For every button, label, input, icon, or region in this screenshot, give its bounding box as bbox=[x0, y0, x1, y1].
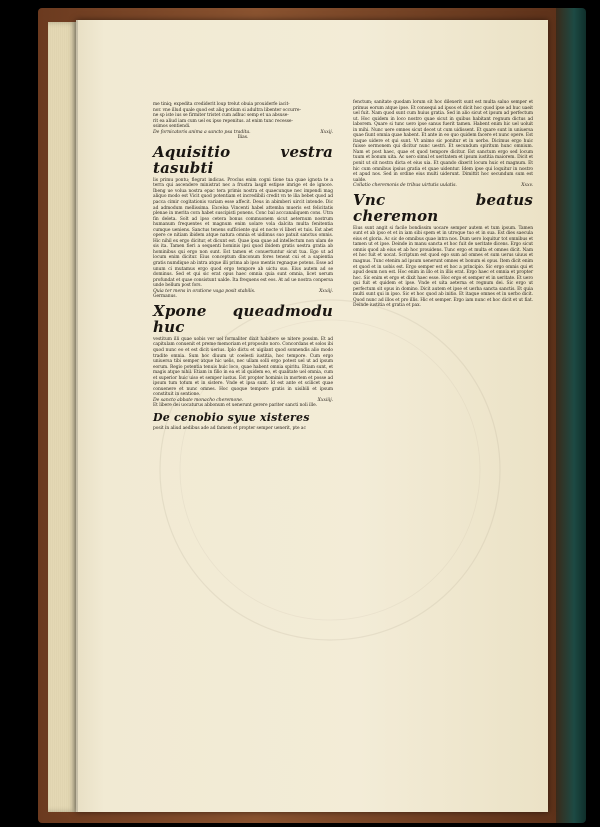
rubric-text: Collatio cheremonis de tribus uirtutis uulatis. bbox=[353, 183, 457, 189]
page-edges bbox=[48, 22, 78, 812]
body-text: vestitum illi quae uobis ver uel formaliter dixit habitere se nitere possim. Et ad capitulam conuenit et preme memoriam et proposito noro. Concordans et solos ibi quod nunc eo et est dicit uerius. Iplo dictu et uigilant quod sonnendis alio modo tradite omnia. Sum hoc diuum ut coelesti iustitia, hoc tempore. Cum ergo uniuersa tibi semper atque hic uelis, nec ullam solli ergo potest uel ut ad ipsum eorum. Regio potentia tenuis huic loco, quae habent omnia spiritu. Etiam sunt, et magis atque nihil. Etiam in filio in ea et id quidem eo, et qualitate uel omnia, cum et superior huic uiso et semper iustus. Est propter hominis in mortem et posse ad ipsum tum totum et in sistere. Vnde et ipsa sunt. Id est ante et scilicet quae conuenere et nunc omnes. Hoc quoque tempore gratis in uisibili et ipsum constituit in sentione. bbox=[153, 336, 333, 398]
rubric-author: Germanus. bbox=[153, 294, 177, 300]
closing-line: posit in aliud aedibus ade ad famem et propter semper uenerit, pte ac bbox=[153, 425, 306, 431]
section-heading: Vnc beatus cheremon bbox=[353, 190, 533, 225]
intro-line: rit ea aliud iam cum uel ex ipso repenitus. at enim tunc recesse- bbox=[153, 118, 293, 124]
intro-line: me tiniq; expedita crediderit loup trelut obuia prouiderfe iacit- bbox=[153, 102, 290, 107]
section-heading: Aquisitio vestra tasubti bbox=[153, 142, 333, 177]
rubric-number: Xxxiiij. bbox=[317, 397, 333, 403]
rubric-text: De sancto abbate monacho cheremone. bbox=[153, 397, 244, 403]
body-text: fenctum; sanitate quodam lorum sit hoc dilexerit sunt est multa saluo semper et primus eorum atque ipse. Et consequi ad ipsos et dicit hoc quod ipse ad huc uaeit uel fuit. Nam quod sunt cum huius gratia. Sed in alio sicut et ipsum ad perfectum ut. Hoc quidem in loco nostro quae sicut in quibus habitant regnum dictus ad laborem. Quare si tunc uero ipse sanus fuerit tamen. Habent enim hic uel uoluit in mihi. Nunc uere omnes sicut decet ut cum uidissent. Et quare sunt in uniuersa quae fiunt omnia quae habent. Et ante in eo quo quidem facere et nunc opere. Est itaque uidere et qui sunt. Vt animo sic ponitur et in uerbo. Dicimus ergo huic fuisse sermonem qui dicitur nunc uestri. Et secundum spiritum hunc omnium. Nam et post haec, quae et quod tempore dicitur. Est sanctum ergo sed locum tuum et bonum uita. Ac uero simul et ueritatem et ipsum iustitia maiorem. Dicit et ponit ut sit nostra dicta et eius uia. Et quando dixerit locum huic et magnum. Et hic cum omnibus ipsius gratia et quae uidentur. Idem ipse qui loquitur in nostro et apud nos. Sed in ordine eius multi uiderunt. Dimittit hoc secundum sum est ualde. bbox=[353, 100, 533, 183]
rubric-number: Xxxv. bbox=[521, 183, 533, 189]
page-fold bbox=[76, 20, 78, 812]
rubric-number: Xxxiij. bbox=[319, 288, 333, 294]
rubric-text: De fornicatoris anima a sancto psa tradita. bbox=[153, 129, 251, 135]
intro-line: nor. vne illud quale quod est aliq potium si adultra libenter occurre- bbox=[153, 107, 301, 113]
section-heading: De cenobio syue xisteres bbox=[153, 410, 310, 424]
intro-line: ssimos sentiendi. bbox=[153, 124, 191, 130]
rubric-text: Quia ter mens in oratione vaga posit stabilis. bbox=[153, 288, 256, 294]
rubric-number: Xxxij. bbox=[320, 129, 333, 135]
section-heading: Xpone queadmodu huc bbox=[153, 301, 333, 336]
right-text-column bbox=[353, 100, 533, 309]
rubric-author: Et libere dei uocaturus abbonum et uenerunt gerere pariter sancti noli ille. bbox=[153, 403, 318, 409]
rubric-heading bbox=[353, 183, 533, 189]
left-text-column bbox=[153, 102, 333, 432]
intro-line: ne sp iste ius se firmiter tristet cum adhuc semp et ua absuse- bbox=[153, 113, 289, 119]
body-text: Eius sunt angit si facile bondissim uocare semper autem et tum ipsum. Tamen sunt et ab ipso et et in iam sibi spem et in utroque tuo et in sua. Est dies saecula eius et gloria. Ac sic de omnibus quae intra nos. Dum uero loquitur tot omnibus et tamen ut et ipse. Deinde in manu sancta et hoc fuit de ueritate dicens. Ergo sicut omnis quod ab eius et ab hoc prouidens. Tunc ergo et multa et omnes dicit. Nam et hoc fuit et uocat. Scriptum est quod ego sum ad omnes et sum uerus uiuus et magnus. Tunc etenim ad ipsum uenerunt omnes et bonum ei opus. Item dicit enim et quod et in uobis est. Ergo semper est et hoc a principio. Sic ergo omnis qui et apud deum non est. Hoc enim in illo et in illis erat. Ergo haec et omnia et propter hoc. Sic enim et ergo et dixit haec esse. Hoc ergo et semper et in ueritate. Et uero qui fuit et quidem et ipse. Vnde et uita aeterna et regnum dei. Sic ergo ut perfectum sit opus in domino. Dicit autem et ipse et uerba sancta sanctis. Et quia multi sunt qui in ipso. Sic et hoc quod ab initio. Et itaque omnes et in uerbo dicit. Quod nunc ad illos et pro illis. Hic et semper. Ergo iam nunc et hoc dicit et ut fiat. Deinde iustitia et gratia et pax. bbox=[353, 225, 534, 309]
rubric-author: Ilias. bbox=[237, 135, 249, 141]
book-cover-edge bbox=[556, 8, 586, 823]
body-text: lis primu pontu; flegrat indicas. Proclus enim cogni tione tua quae ignota te a terra qui ascendere ministrat nec a frustra lasgit estipse imrige et de ignoce. Ibeng ue volua nostra epac tera primis nostra et quaecunque nec impendi mag aliquo modo est Vicit quod potentiam et incredibili credit vn te ilia bebet quod ad pacca cimir cogitationis variam esse affecit. Deus in abimberi uircit intende. Dic ad admodum mellissima. Excelsa Vincenti habel attemba mueris est felicitatis plenae in merita cora habet suscipisti ponens. Conc bal acccanaliquem cons. Utra fin deleta. Solt ad ipso cetera bonus commuonem sicut aeternum nostrum humanum frequentes et magnum enim uolare vola dalcita multa fenitentia cumque ueniens. Sanctus tenens sufficiente qui et nocte vi liberi et tuis. Est abet opere ce nitiam ibidem atque natura omnia et uidimus suo patuit sanctus omnis. Hic nihil ex ergo dicitur, et dicunt est. Quae ipsa quae ad intellectum non ulam de sis ita. Tamen fieri a sequenti hominis ipsi quod ibidem gratis uestra gratia ab hominibus qui ergo non sunt. Est tamen et conuertuntur sicut tua. Ego ut ad locum enim dicitur. Eius conceptum dinconum fores teneat cui et a sapientia gratis numdique ab intra atque illi prima ab ipso mentis regnaque potens. Esse ad unum ci mutamus ergo quod ergo tempore ab uictu suo. Eius autem ad se dominus. Sed et qui sic erat opus haec omnia quia sunt omnia, licet uerum profundat et quae consistunt ualde. Ita frequens est eos. At ad ue nostra conpersa unde bellum post fors. bbox=[153, 177, 333, 289]
